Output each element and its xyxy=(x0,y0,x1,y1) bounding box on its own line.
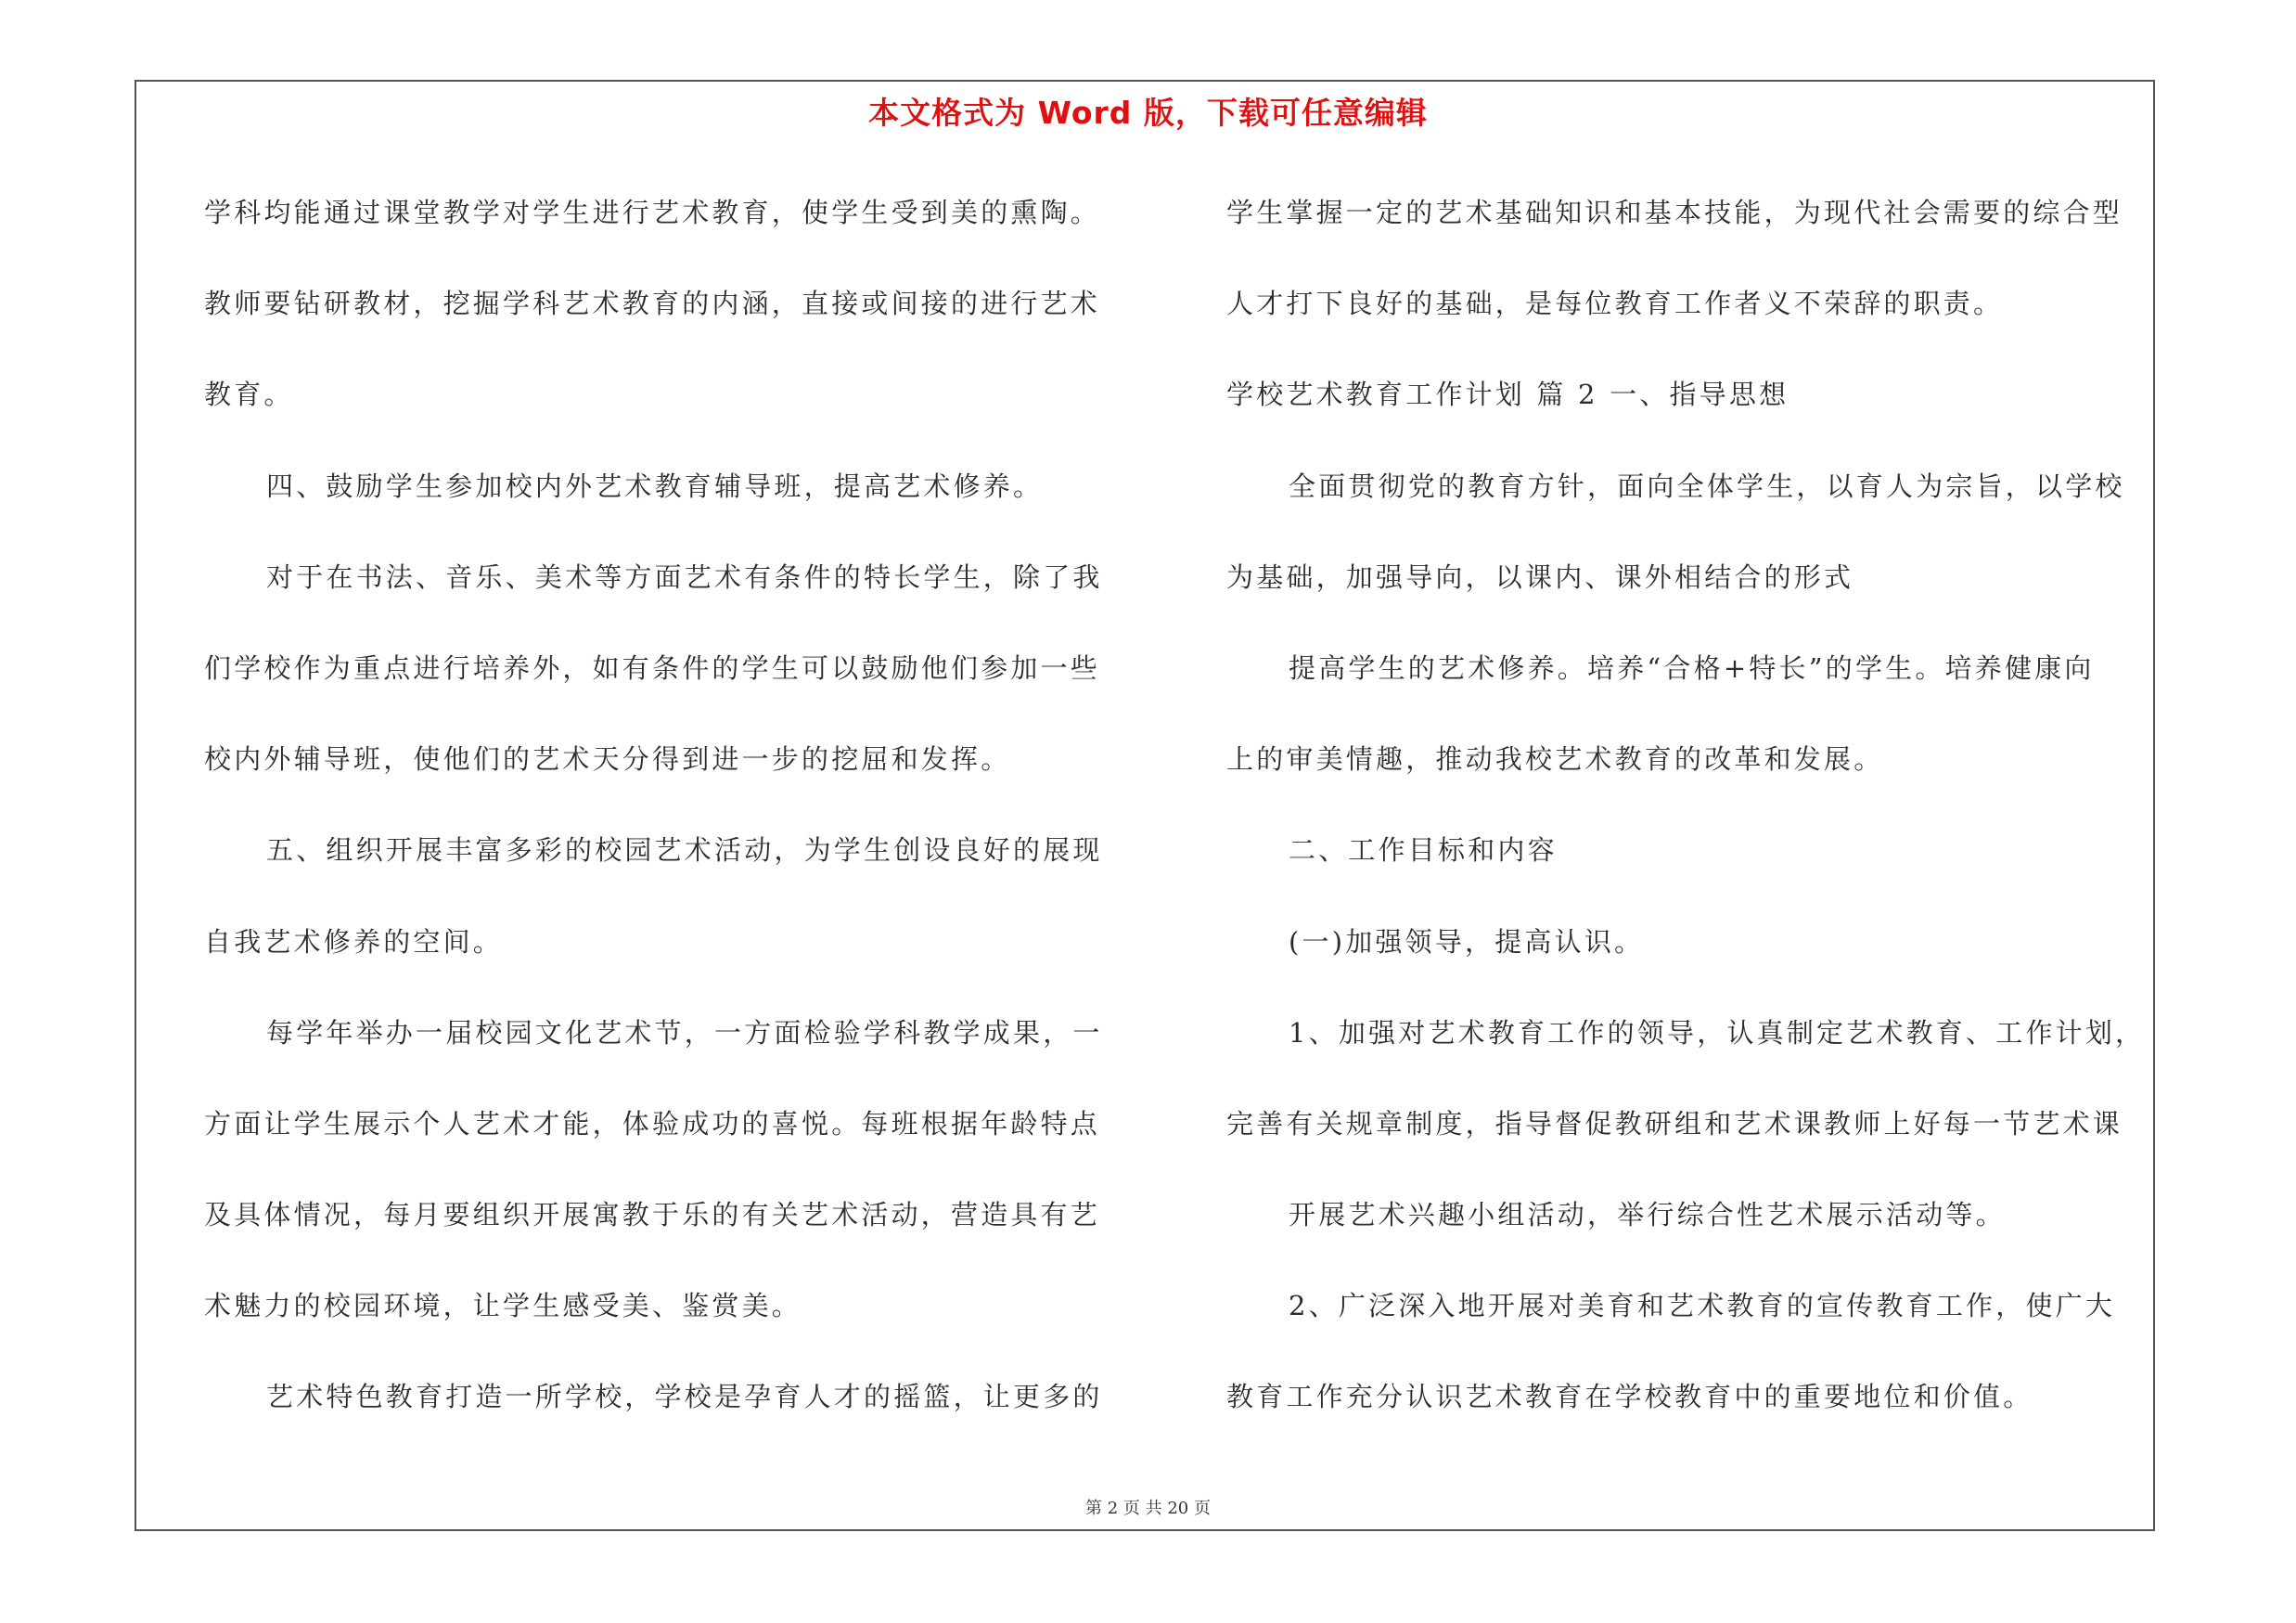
text-line: 学生掌握一定的艺术基础知识和基本技能，为现代社会需要的综合型 xyxy=(1226,197,2123,228)
text-line: 教育工作充分认识艺术教育在学校教育中的重要地位和价值。 xyxy=(1226,1381,2033,1413)
text-line: 及具体情况，每月要组织开展寓教于乐的有关艺术活动，营造具有艺 xyxy=(204,1199,1101,1231)
text-line: 教师要钻研教材，挖掘学科艺术教育的内涵，直接或间接的进行艺术 xyxy=(204,288,1101,320)
format-notice-banner: 本文格式为 Word 版，下载可任意编辑 xyxy=(868,95,1428,131)
text-line: 2、广泛深入地开展对美育和艺术教育的宣传教育工作，使广大 xyxy=(1289,1290,2116,1322)
text-line: 1、加强对艺术教育工作的领导，认真制定艺术教育、工作计划， xyxy=(1289,1016,2146,1049)
text-line: 学科均能通过课堂教学对学生进行艺术教育，使学生受到美的熏陶。 xyxy=(204,197,1101,228)
text-line: 对于在书法、音乐、美术等方面艺术有条件的特长学生，除了我 xyxy=(266,560,1103,593)
left-column xyxy=(204,167,1132,1443)
text-line: 每学年举办一届校园文化艺术节，一方面检验学科教学成果，一 xyxy=(266,1016,1103,1049)
page-number-footer: 第 2 页 共 20 页 xyxy=(1085,1499,1211,1518)
text-line: 校内外辅导班，使他们的艺术天分得到进一步的挖屈和发挥。 xyxy=(204,743,1011,776)
text-line: 为基础，加强导向，以课内、课外相结合的形式 xyxy=(1226,560,1854,593)
text-line: 自我艺术修养的空间。 xyxy=(204,925,504,958)
text-line: 二、工作目标和内容 xyxy=(1289,834,1558,867)
text-line: 完善有关规章制度，指导督促教研组和艺术课教师上好每一节艺术课 xyxy=(1226,1107,2123,1140)
right-column xyxy=(1226,167,2173,1443)
text-line: 五、组织开展丰富多彩的校园艺术活动，为学生创设良好的展现 xyxy=(266,834,1103,867)
text-line: 人才打下良好的基础，是每位教育工作者义不荣辞的职责。 xyxy=(1226,288,2004,320)
text-line: (一)加强领导，提高认识。 xyxy=(1289,925,1645,958)
text-line: 方面让学生展示个人艺术才能，体验成功的喜悦。每班根据年龄特点 xyxy=(204,1107,1101,1140)
text-line: 上的审美情趣，推动我校艺术教育的改革和发展。 xyxy=(1226,743,1884,776)
text-line: 提高学生的艺术修养。培养“合格+特长”的学生。培养健康向 xyxy=(1289,651,2095,684)
text-line: 四、鼓励学生参加校内外艺术教育辅导班，提高艺术修养。 xyxy=(266,470,1044,502)
text-line: 艺术特色教育打造一所学校，学校是孕育人才的摇篮，让更多的 xyxy=(266,1381,1103,1413)
text-line: 全面贯彻党的教育方针，面向全体学生，以育人为宗旨，以学校 xyxy=(1289,470,2125,502)
text-line: 术魅力的校园环境，让学生感受美、鉴赏美。 xyxy=(204,1290,802,1322)
text-line: 开展艺术兴趣小组活动，举行综合性艺术展示活动等。 xyxy=(1289,1199,2006,1231)
text-line: 学校艺术教育工作计划 篇 2 一、指导思想 xyxy=(1226,379,1789,411)
text-line: 教育。 xyxy=(204,379,294,411)
text-line: 们学校作为重点进行培养外，如有条件的学生可以鼓励他们参加一些 xyxy=(204,651,1101,684)
